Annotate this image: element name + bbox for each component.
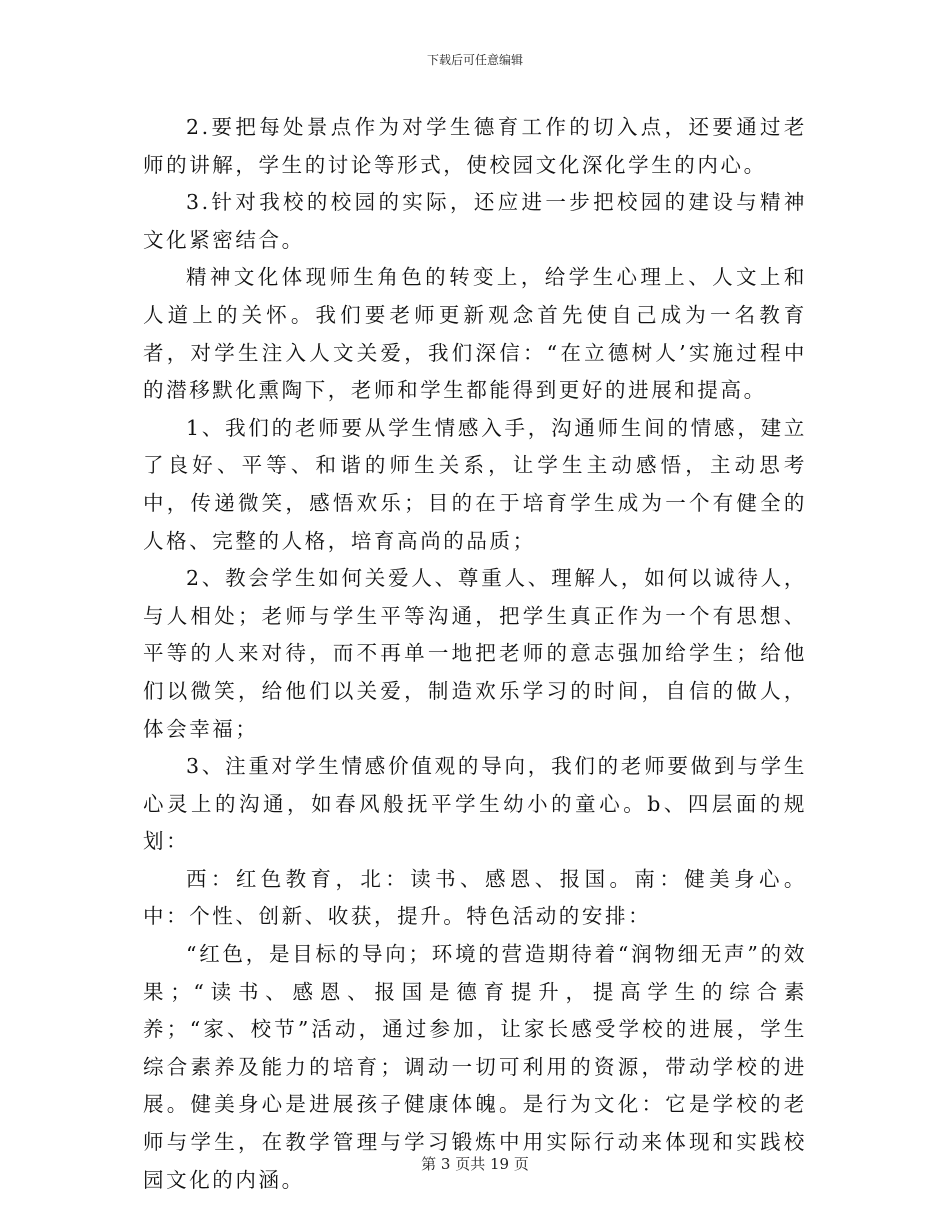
paragraph: 西：红色教育，北：读书、感恩、报国。南：健美身心。中：个性、创新、收获，提升。特色活动的安排：	[143, 866, 807, 929]
paragraph: 2.要把每处景点作为对学生德育工作的切入点，还要通过老师的讲解，学生的讨论等形式，使校园文化深化学生的内心。	[143, 115, 807, 177]
paragraph: 精神文化体现师生角色的转变上，给学生心理上、人文上和人道上的关怀。我们要老师更新观念首先使自己成为一名教育者，对学生注入人文关爱，我们深信：“在立德树人’实施过程中的潜移默化熏陶下，老师和学生都能得到更好的进展和提高。	[143, 265, 807, 403]
document-body	[143, 109, 807, 1199]
paragraph: 1、我们的老师要从学生情感入手，沟通师生间的情感，建立了良好、平等、和谐的师生关系，让学生主动感悟，主动思考中，传递微笑，感悟欢乐；目的在于培育学生成为一个有健全的人格、完整的人格，培育高尚的品质；	[143, 415, 807, 553]
page-header-note: 下载后可任意编辑	[426, 53, 523, 67]
paragraph: 2、教会学生如何关爱人、尊重人、理解人，如何以诚待人，与人相处；老师与学生平等沟通，把学生真正作为一个有思想、平等的人来对待，而不再单一地把老师的意志强加给学生；给他们以微笑，给他们以关爱，制造欢乐学习的时间，自信的做人，体会幸福；	[143, 566, 807, 741]
paragraph: “红色，是目标的导向；环境的营造期待着“润物细无声”的效果；“读书、感恩、报国是德育提升，提高学生的综合素养；“家、校节”活动，通过参加，让家长感受学校的进展，学生综合素养及能力的培育；调动一切可利用的资源，带动学校的进展。健美身心是进展孩子健康体魄。是行为文化：它是学校的老师与学生，在教学管理与学习锻炼中用实际行动来体现和实践校园文化的内涵。	[143, 942, 807, 1192]
paragraph: 3.针对我校的校园的实际，还应进一步把校园的建设与精神文化紧密结合。	[143, 190, 807, 252]
page-number: 第 3 页共 19 页	[421, 1155, 529, 1173]
paragraph: 3、注重对学生情感价值观的导向，我们的老师要做到与学生心灵上的沟通，如春风般抚平学生幼小的童心。b、四层面的规划：	[143, 754, 807, 854]
